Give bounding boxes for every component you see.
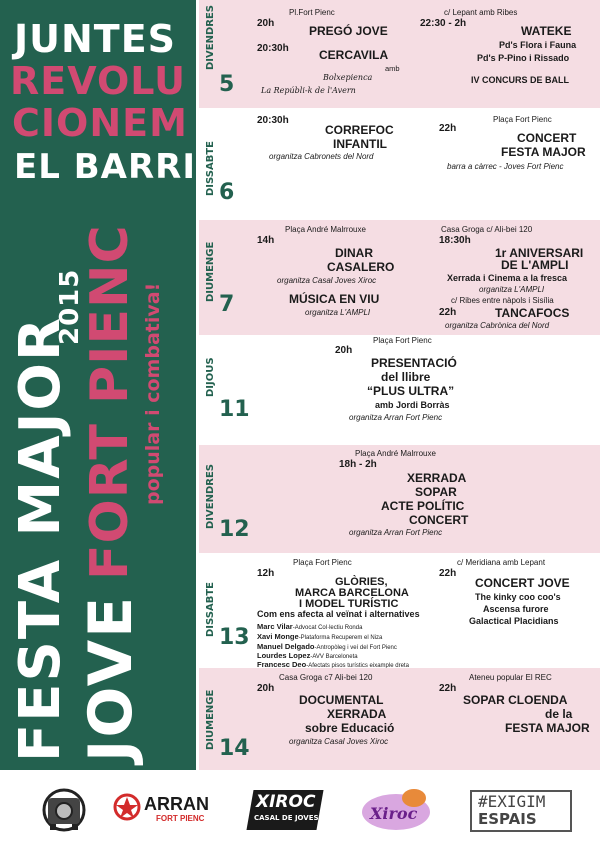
event-title: DOCUMENTAL — [299, 693, 384, 707]
speaker-role: -Advocat Col·lectiu Ronda — [292, 625, 363, 631]
event-title: XERRADA — [407, 471, 467, 485]
event-detail: Pd's P-Pino i Rissado — [477, 53, 570, 63]
vertical-tagline: popular i combativa! — [142, 282, 164, 505]
event-title: SOPAR CLOENDA — [463, 693, 568, 707]
event-organizer: organitza L'AMPLI — [479, 285, 545, 294]
day-row-12 — [199, 445, 600, 553]
event-time: 20:30h — [257, 43, 289, 54]
event-organizer: organitza L'AMPLI — [305, 308, 371, 317]
event-title: MÚSICA EN VIU — [289, 292, 380, 306]
vertical-year: 2015 — [55, 268, 85, 345]
event-location: Casa Groga c/ Ali-bei 120 — [441, 225, 533, 234]
event-time: 20h — [335, 345, 353, 356]
event-time: 22h — [439, 568, 457, 579]
event-location: c/ Meridiana amb Lepant — [457, 558, 546, 567]
speaker-role: -Plataforma Recuperem el Niza — [298, 635, 383, 641]
speaker-role: -Antropòleg i veí del Fort Pienc — [314, 645, 397, 651]
event-title: CERCAVILA — [319, 48, 389, 62]
event-time: 20h — [257, 18, 275, 29]
event-time: 20:30h — [257, 115, 289, 126]
event-title: FESTA MAJOR — [505, 721, 590, 735]
xiroc-name: XIROC — [256, 792, 316, 812]
poster-sidebar — [0, 0, 196, 770]
slogan-juntes: JUNTES — [14, 17, 177, 61]
speaker-role: -AVV Barceloneta — [310, 654, 358, 660]
day-number: 14 — [219, 736, 250, 761]
event-detail: The kinky coo coo's — [475, 592, 561, 602]
exigim-espais-logo — [470, 784, 572, 836]
speaker — [257, 661, 409, 668]
speaker — [257, 633, 382, 641]
event-location: Plaça André Malrrouxe — [285, 225, 366, 234]
event-time: 12h — [257, 568, 275, 579]
event-title: CONCERT — [409, 513, 469, 527]
day-number: 11 — [219, 397, 250, 422]
slogan-cionem: CIONEM — [12, 101, 188, 145]
event-organizer: organitza Casal Joves Xiroc — [289, 737, 389, 746]
speaker-name: Manuel Delgado — [257, 642, 315, 651]
speaker-name: Lourdes Lopez — [257, 651, 311, 660]
event-time: 18h - 2h — [339, 459, 377, 470]
event-time: 22h — [439, 683, 457, 694]
day-number: 12 — [219, 517, 250, 542]
speaker-name: Xavi Monge — [257, 632, 299, 641]
day-name: DIUMENGE — [205, 241, 216, 302]
event-time: 20h — [257, 683, 275, 694]
day-number: 5 — [219, 72, 235, 97]
day-number: 13 — [219, 625, 250, 650]
day-name: DISSABTE — [205, 582, 216, 637]
event-title: DE L'AMPLI — [501, 258, 569, 272]
slogan-revolu: REVOLU — [10, 59, 186, 103]
event-location: Plaça Fort Pienc — [493, 115, 552, 124]
event-location: Pl.Fort Pienc — [289, 8, 335, 17]
event-detail: Com ens afecta al veïnat i alternatives — [257, 609, 420, 619]
day-name: DISSABTE — [205, 141, 216, 196]
event-title: CASALERO — [327, 260, 395, 274]
exigim-line2: ESPAIS — [478, 810, 537, 828]
event-location: c/ Ribes entre nàpols i Sisília — [451, 296, 554, 305]
exigim-line1: #EXIGIM — [478, 792, 546, 811]
xiroc-script-name: Xiroc — [370, 804, 418, 823]
event-time: 22h — [439, 123, 457, 134]
speaker-name: Francesc Deo — [257, 660, 307, 668]
event-location: Plaça Fort Pienc — [293, 558, 352, 567]
event-title: TANCAFOCS — [495, 306, 570, 320]
day-row-7 — [199, 220, 600, 335]
speaker — [257, 623, 362, 631]
event-location: Plaça André Malrrouxe — [355, 449, 436, 458]
vertical-fort-pienc: FORT PIENC — [80, 224, 140, 580]
event-detail: Ascensa furore — [483, 604, 549, 614]
event-organizer: barra a càrrec - Joves Fort Pienc — [447, 162, 564, 171]
sponsor-logos — [0, 770, 600, 849]
event-title: PREGÓ JOVE — [309, 24, 388, 38]
day-row-5 — [199, 0, 600, 108]
slogan-el-barri: EL BARRI — [14, 147, 196, 187]
day-name: DIUMENGE — [205, 689, 216, 750]
event-organizer: organitza Casal Joves Xiroc — [277, 276, 377, 285]
event-time: 22h — [439, 307, 457, 318]
event-time: 14h — [257, 235, 275, 246]
event-detail: IV CONCURS DE BALL — [471, 75, 570, 85]
event-organizer: organitza Arran Fort Pienc — [349, 528, 443, 537]
day-name: DIVENDRES — [205, 464, 216, 529]
event-location: Plaça Fort Pienc — [373, 336, 432, 345]
day-row-14 — [199, 668, 600, 770]
event-title: PRESENTACIÓ — [371, 356, 457, 370]
day-number: 7 — [219, 292, 235, 317]
event-title: MARCA BARCELONA — [295, 587, 409, 599]
day-number: 6 — [219, 180, 235, 205]
event-title: SOPAR — [415, 485, 457, 499]
event-title: WATEKE — [521, 24, 572, 38]
event-title: del llibre — [381, 370, 431, 384]
speaker-name: Marc Vilar — [257, 622, 293, 631]
event-title: INFANTIL — [333, 137, 387, 151]
xiroc-casal-logo — [246, 784, 326, 836]
vertical-festa-major: FESTA MAJOR — [8, 315, 73, 762]
xiroc-script-logo — [356, 784, 436, 836]
event-title: CORREFOC — [325, 123, 394, 137]
xiroc-sub: CASAL DE JOVES — [254, 814, 319, 822]
event-amb: amb — [385, 64, 400, 73]
day-name: DIVENDRES — [205, 5, 216, 70]
event-detail: Galactical Placidians — [469, 616, 559, 626]
arran-name: ARRAN — [144, 794, 209, 814]
event-title: FESTA MAJOR — [501, 145, 586, 159]
event-location: c/ Lepant amb Ribes — [444, 8, 518, 17]
event-title: CONCERT — [517, 131, 577, 145]
event-title: 1r ANIVERSARI — [495, 246, 584, 260]
event-organizer: organitza Cabronets del Nord — [269, 152, 374, 161]
event-title: DINAR — [335, 246, 373, 260]
event-title: de la — [545, 707, 573, 721]
event-title: ACTE POLÍTIC — [381, 499, 465, 513]
event-time: 22:30 - 2h — [420, 18, 467, 29]
event-location: Ateneu popular El REC — [469, 673, 552, 682]
day-name: DIJOUS — [205, 357, 216, 397]
event-location: Casa Groga c7 Ali-bei 120 — [279, 673, 373, 682]
day-row-11 — [199, 335, 600, 445]
event-organizer: organitza Arran Fort Pienc — [349, 413, 443, 422]
band-name: La Repúbli-k de l'Avern — [261, 86, 356, 95]
day-row-6 — [199, 108, 600, 220]
event-title: sobre Educació — [305, 721, 395, 735]
event-title: XERRADA — [327, 707, 387, 721]
event-title: CONCERT JOVE — [475, 576, 570, 590]
event-organizer: organitza Cabrònica del Nord — [445, 321, 550, 330]
event-detail: Pd's Flora i Fauna — [499, 40, 577, 50]
arran-logo — [112, 784, 212, 836]
event-title: I MODEL TURÍSTIC — [299, 598, 399, 610]
event-detail: amb Jordi Borràs — [375, 400, 450, 410]
arran-sub: FORT PIENC — [156, 814, 205, 823]
vertical-jove: JOVE — [76, 594, 146, 762]
day-row-13 — [199, 553, 600, 668]
speaker-role: -Afectats pisos turístics eixample dreta — [306, 663, 409, 668]
speaker-logo — [36, 784, 92, 836]
event-title: “PLUS ULTRA” — [367, 384, 455, 398]
event-time: 18:30h — [439, 235, 471, 246]
event-title: GLÒRIES, — [335, 576, 388, 588]
band-name: Bolxepienca — [323, 73, 373, 82]
event-detail: Xerrada i Cinema a la fresca — [447, 273, 568, 283]
